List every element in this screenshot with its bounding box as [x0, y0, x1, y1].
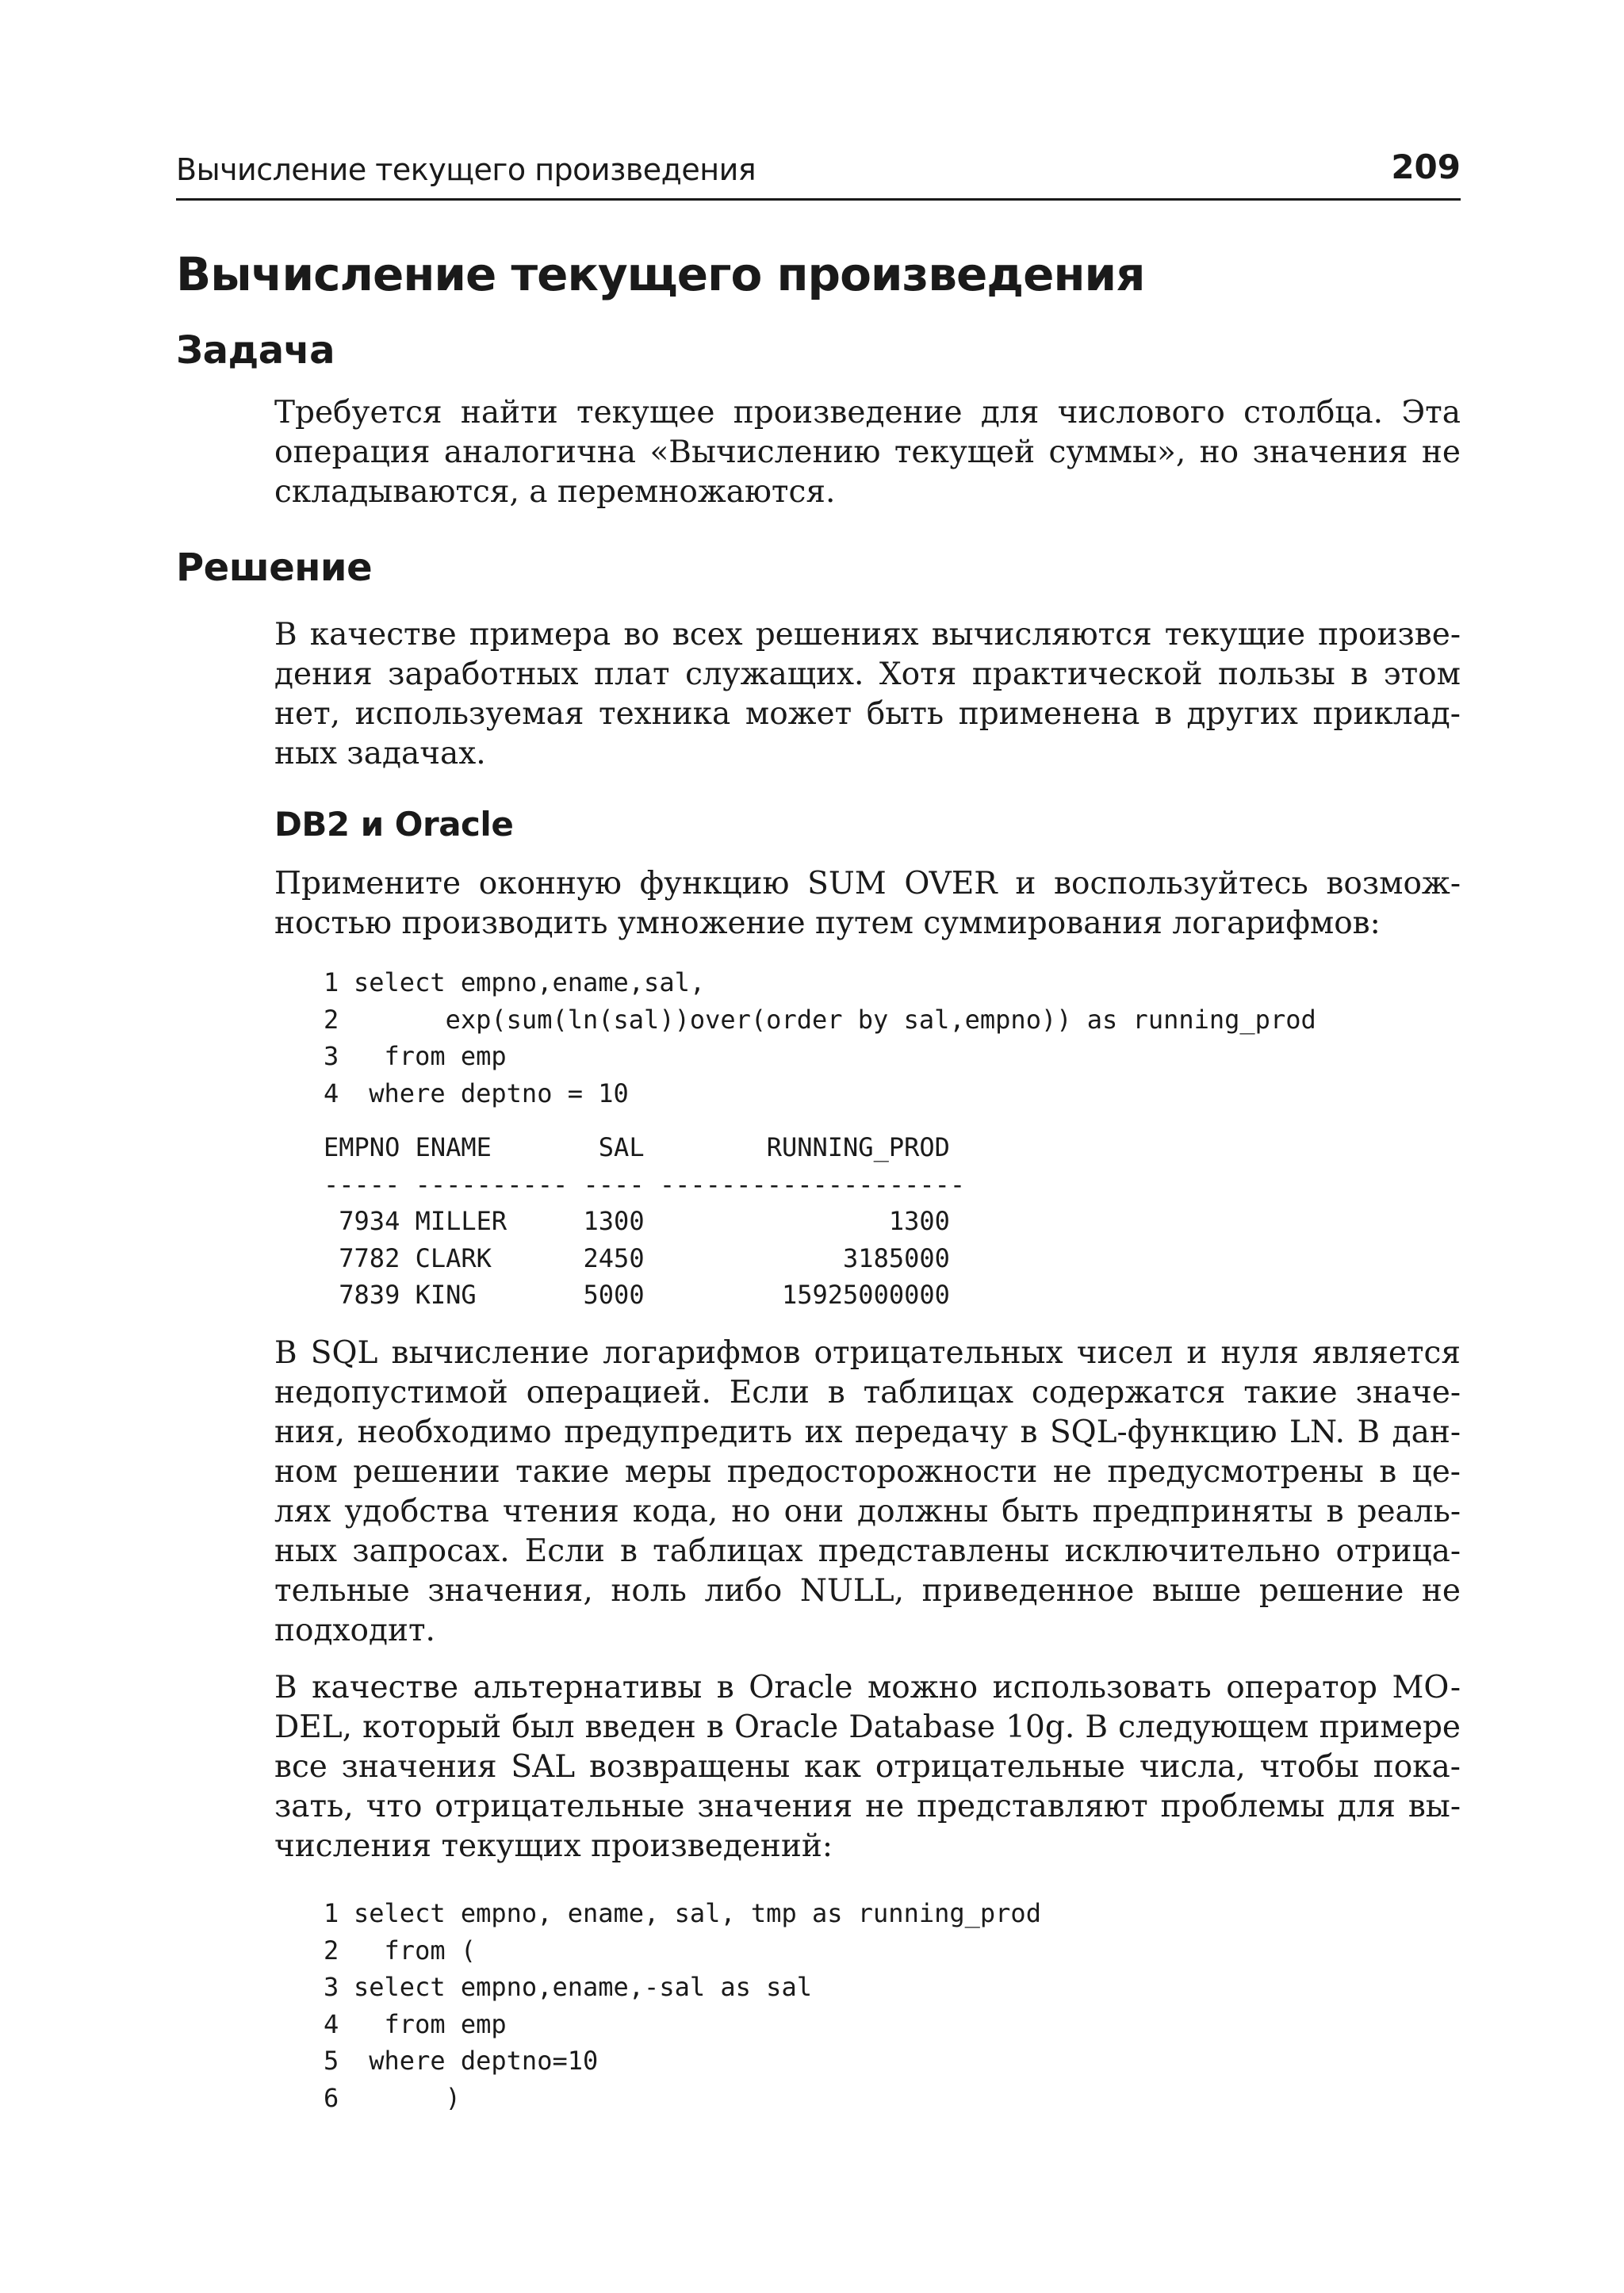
code-line-number: 1: [324, 1898, 339, 1928]
code-listing-2: [324, 1895, 1041, 2116]
chapter-title: Вычисление текущего произведения: [176, 247, 1145, 301]
text-line: все значения SAL возвращены как отрицательные числа, чтобы пока-: [274, 1749, 1461, 1785]
text-line: складываются, а перемножаются.: [274, 474, 836, 510]
text-line: DEL, который был введен в Oracle Database 10g. В следующем примере: [274, 1709, 1461, 1745]
text-line: В SQL вычисление логарифмов отрицательных чисел и нуля является: [274, 1335, 1461, 1371]
code-line-number: 1: [324, 967, 339, 997]
code-line-number: 5: [324, 2046, 339, 2076]
query-output-1: [324, 1129, 965, 1314]
db2-intro-paragraph: [274, 864, 1461, 944]
text-line: В качестве примера во всех решениях вычисляются текущие произве-: [274, 617, 1461, 653]
code-text: select empno,ename,-sal as sal: [354, 1972, 812, 2002]
text-line: лях удобства чтения кода, но они должны быть предприняты в реаль-: [274, 1494, 1461, 1529]
task-paragraph: [274, 393, 1461, 512]
code-line: [324, 1969, 1041, 2006]
code-text: from (: [354, 1935, 477, 1966]
text-line: операция аналогична «Вычислению текущей суммы», но значения не: [274, 434, 1461, 470]
code-line-number: 3: [324, 1972, 339, 2002]
solution-paragraph: [274, 615, 1461, 774]
text-line: ния, необходимо предупредить их передачу в SQL-функцию LN. В дан-: [274, 1414, 1461, 1450]
page-number: 209: [1391, 147, 1461, 186]
text-line: зать, что отрицательные значения не представляют проблемы для вы-: [274, 1789, 1461, 1824]
code-line-number: 4: [324, 2008, 339, 2039]
heading-db2-oracle: DB2 и Oracle: [274, 805, 514, 844]
text-line: В качестве альтернативы в Oracle можно использовать оператор MO-: [274, 1670, 1461, 1705]
text-line: Примените оконную функцию SUM OVER и воспользуйтесь возмож-: [274, 866, 1461, 902]
code-line: [324, 2042, 1041, 2080]
code-text: where deptno = 10: [354, 1078, 629, 1108]
code-line-number: 2: [324, 1935, 339, 1966]
text-line: недопустимой операцией. Если в таблицах содержатся такие значе-: [274, 1375, 1461, 1411]
text-line: ных задачах.: [274, 736, 486, 771]
code-text: ): [354, 2082, 461, 2113]
text-line: ном решении такие меры предосторожности не предусмотрены в це-: [274, 1454, 1461, 1490]
code-text: exp(sum(ln(sal))over(order by sal,empno)) as running_prod: [354, 1004, 1316, 1035]
code-line-number: 6: [324, 2082, 339, 2113]
text-line: подходит.: [274, 1613, 435, 1648]
code-line: [324, 964, 1316, 1001]
output-row: 7934 MILLER 1300 1300: [324, 1206, 950, 1236]
heading-task: Задача: [176, 328, 335, 373]
code-text: where deptno=10: [354, 2046, 599, 2076]
text-line: дения заработных плат служащих. Хотя практической пользы в этом: [274, 657, 1461, 692]
code-line-number: 4: [324, 1078, 339, 1108]
text-line: ностью производить умножение путем суммирования логарифмов:: [274, 905, 1381, 941]
code-text: from emp: [354, 1041, 507, 1071]
running-title: Вычисление текущего произведения: [176, 152, 756, 187]
text-line: нет, используемая техника может быть применена в других приклад-: [274, 696, 1461, 732]
code-line: [324, 1038, 1316, 1075]
code-line-number: 3: [324, 1041, 339, 1071]
code-line-number: 2: [324, 1004, 339, 1035]
running-header: [176, 147, 1461, 201]
code-line: [324, 1075, 1316, 1112]
code-listing-1: [324, 964, 1316, 1112]
output-separator: ----- ---------- ---- --------------------: [324, 1169, 966, 1200]
heading-solution: Решение: [176, 545, 373, 590]
code-line: [324, 1932, 1041, 1970]
ln-warning-paragraph: [274, 1334, 1461, 1651]
output-row: 7782 CLARK 2450 3185000: [324, 1242, 950, 1273]
code-text: from emp: [354, 2008, 507, 2039]
code-line: [324, 2006, 1041, 2043]
output-header: EMPNO ENAME SAL RUNNING_PROD: [324, 1132, 950, 1162]
output-row: 7839 KING 5000 15925000000: [324, 1280, 950, 1310]
code-line: [324, 1001, 1316, 1039]
code-line: [324, 2080, 1041, 2117]
text-line: ных запросах. Если в таблицах представлены исключительно отрица-: [274, 1533, 1461, 1569]
model-alternative-paragraph: [274, 1668, 1461, 1866]
text-line: числения текущих произведений:: [274, 1828, 833, 1864]
text-line: тельные значения, ноль либо NULL, приведенное выше решение не: [274, 1573, 1461, 1609]
code-text: select empno, ename, sal, tmp as running_prod: [354, 1898, 1041, 1928]
text-line: Требуется найти текущее произведение для числового столбца. Эта: [274, 395, 1461, 431]
code-text: select empno,ename,sal,: [354, 967, 706, 997]
code-line: [324, 1895, 1041, 1932]
